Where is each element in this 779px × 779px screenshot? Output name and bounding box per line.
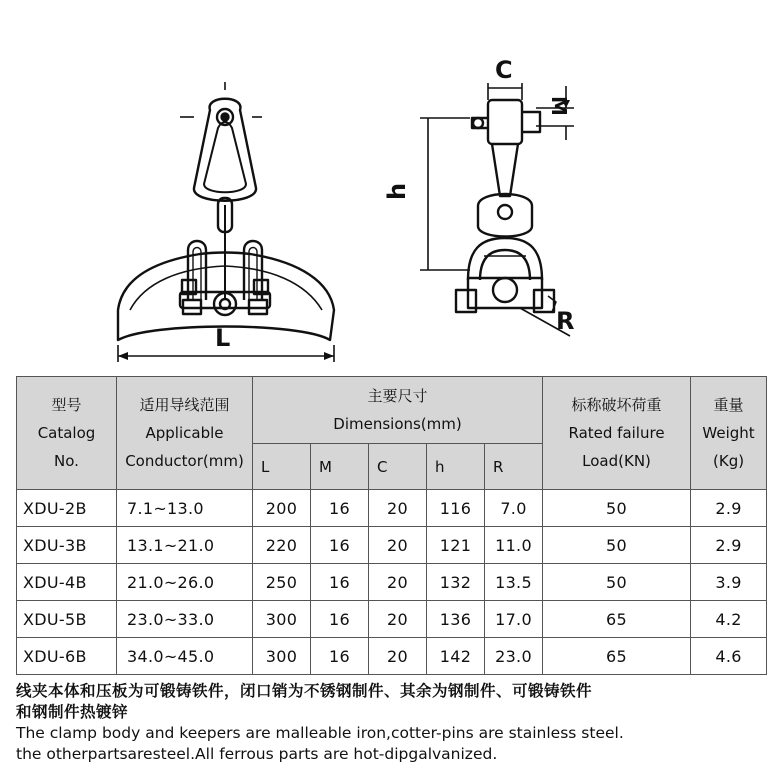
- cell-r: 11.0: [485, 527, 543, 564]
- cell-r: 13.5: [485, 564, 543, 601]
- cell-h: 132: [427, 564, 485, 601]
- table-header: [17, 377, 767, 490]
- cell-l: 300: [253, 601, 311, 638]
- header-dim-l: L: [253, 444, 311, 490]
- front-view-drawing: [118, 82, 334, 362]
- header-load-unit: Load(KN): [582, 452, 651, 470]
- cell-c: 20: [369, 490, 427, 527]
- cell-h: 142: [427, 638, 485, 675]
- cell-m: 16: [311, 527, 369, 564]
- cell-c: 20: [369, 601, 427, 638]
- header-catalog-en: Catalog: [37, 424, 96, 442]
- table-row: [17, 601, 767, 638]
- dimension-label-m: M: [547, 96, 571, 116]
- header-weight: [691, 377, 767, 490]
- note-cn-line-2: 和钢制件热镀锌: [16, 703, 129, 721]
- cell-load: 65: [543, 638, 691, 675]
- dimension-label-r: R: [556, 307, 575, 335]
- header-load: [543, 377, 691, 490]
- header-catalog-cn: 型号: [51, 396, 82, 414]
- cell-m: 16: [311, 638, 369, 675]
- cell-l: 300: [253, 638, 311, 675]
- cell-weight: 2.9: [691, 527, 767, 564]
- dimension-label-l: L: [215, 324, 231, 352]
- cell-catalog: XDU-4B: [17, 564, 117, 601]
- technical-drawings: [0, 0, 779, 376]
- cell-catalog: XDU-6B: [17, 638, 117, 675]
- header-dim-h: h: [427, 444, 485, 490]
- cell-load: 50: [543, 527, 691, 564]
- cell-load: 50: [543, 564, 691, 601]
- cell-m: 16: [311, 564, 369, 601]
- cell-load: 50: [543, 490, 691, 527]
- cell-conductor: 13.1~21.0: [117, 527, 253, 564]
- cell-l: 220: [253, 527, 311, 564]
- header-dimensions: [253, 377, 543, 444]
- header-conductor-unit: Conductor(mm): [125, 452, 244, 470]
- header-weight-unit: (Kg): [713, 452, 745, 470]
- note-en-line-2: the otherpartsaresteel.All ferrous parts are hot-dipgalvanized.: [16, 745, 498, 763]
- cell-h: 136: [427, 601, 485, 638]
- table-body: [17, 490, 767, 675]
- cell-conductor: 7.1~13.0: [117, 490, 253, 527]
- specification-table: [16, 376, 767, 675]
- header-weight-cn: 重量: [713, 396, 744, 414]
- cell-load: 65: [543, 601, 691, 638]
- dimension-label-c: C: [495, 56, 513, 84]
- header-conductor-cn: 适用导线范围: [139, 396, 230, 414]
- header-weight-en: Weight: [702, 424, 755, 442]
- cell-h: 116: [427, 490, 485, 527]
- header-dimensions-cn: 主要尺寸: [367, 387, 428, 405]
- table-row: [17, 527, 767, 564]
- table-row: [17, 564, 767, 601]
- header-dim-m: M: [311, 444, 369, 490]
- cell-conductor: 23.0~33.0: [117, 601, 253, 638]
- cell-h: 121: [427, 527, 485, 564]
- header-dim-c: C: [369, 444, 427, 490]
- cell-r: 23.0: [485, 638, 543, 675]
- side-view-drawing: [420, 83, 574, 336]
- cell-l: 200: [253, 490, 311, 527]
- note-cn-line-1: 线夹本体和压板为可锻铸铁件，闭口销为不锈钢制件、其余为钢制件、可锻铸铁件: [16, 682, 593, 700]
- cell-l: 250: [253, 564, 311, 601]
- table-row: [17, 638, 767, 675]
- header-dimensions-en: Dimensions(mm): [333, 415, 462, 433]
- dimension-label-h: h: [383, 182, 411, 200]
- note-en-line-1: The clamp body and keepers are malleable iron,cotter-pins are stainless steel.: [16, 724, 624, 742]
- cell-m: 16: [311, 490, 369, 527]
- clamp-drawings-svg: [0, 0, 779, 376]
- cell-catalog: XDU-5B: [17, 601, 117, 638]
- cell-catalog: XDU-3B: [17, 527, 117, 564]
- cell-catalog: XDU-2B: [17, 490, 117, 527]
- header-load-en: Rated failure: [568, 424, 665, 442]
- cell-m: 16: [311, 601, 369, 638]
- cell-c: 20: [369, 638, 427, 675]
- cell-c: 20: [369, 527, 427, 564]
- header-catalog-no: No.: [54, 452, 79, 470]
- header-conductor: [117, 377, 253, 490]
- header-load-cn: 标称破坏荷重: [571, 396, 662, 414]
- cell-weight: 4.2: [691, 601, 767, 638]
- cell-r: 7.0: [485, 490, 543, 527]
- header-catalog: [17, 377, 117, 490]
- table-row: [17, 490, 767, 527]
- cell-conductor: 34.0~45.0: [117, 638, 253, 675]
- material-notes: [16, 681, 776, 765]
- header-conductor-en: Applicable: [145, 424, 224, 442]
- cell-weight: 3.9: [691, 564, 767, 601]
- cell-weight: 2.9: [691, 490, 767, 527]
- cell-conductor: 21.0~26.0: [117, 564, 253, 601]
- cell-weight: 4.6: [691, 638, 767, 675]
- header-dim-r: R: [485, 444, 543, 490]
- cell-r: 17.0: [485, 601, 543, 638]
- cell-c: 20: [369, 564, 427, 601]
